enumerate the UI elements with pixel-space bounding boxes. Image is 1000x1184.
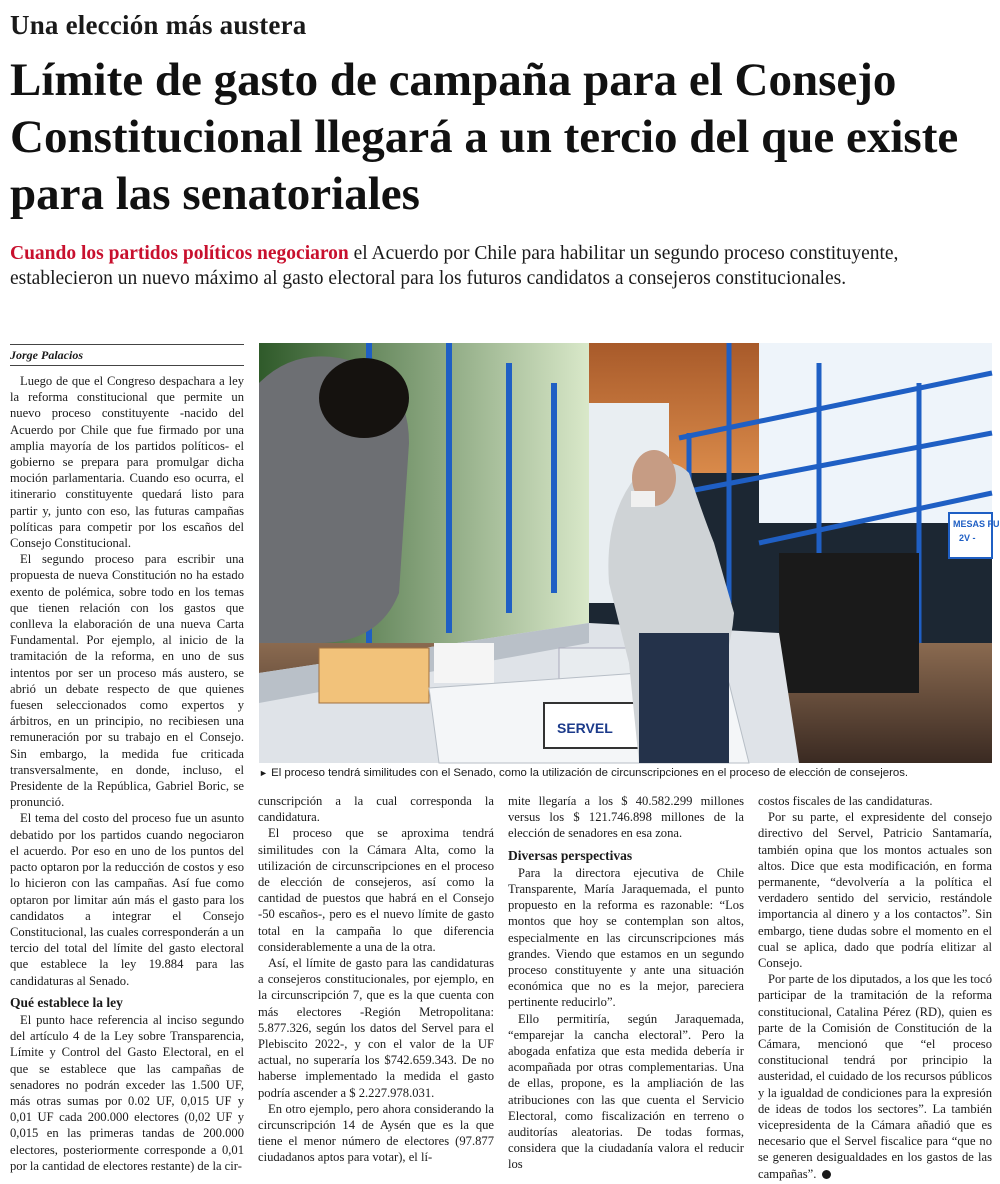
- subheading-diversas-perspectivas: Diversas perspectivas: [508, 847, 633, 863]
- paragraph: El proceso que se aproxima tendrá similitudes con la Cámara Alta, como la utilización de circunscripciones en el proceso de elección de consejeros, así como la cantidad de puestos que habrá en el Consejo -50 escaños-, pero es el nuevo límite de gasto total en la campaña lo que diferencia considerablemente a una de la otra.: [258, 826, 494, 954]
- paragraph: El punto hace referencia al inciso segundo del artículo 4 de la Ley sobre Transparencia, Límite y Control del Gasto Electoral, en el que se establece que las campañas de senadores no podrán exceder las 1.500 UF, más otras sumas por 0.02 UF, 0,015 UF y 0,01 UF cada 200.000 electores (0,02 UF y 0,015 en las primeras tandas de 200.000 electores, posteriormente corresponde a 0,01 por la cantidad de electores restante) de la cir-: [10, 1012, 244, 1173]
- byline-rule-top: [10, 344, 244, 345]
- paragraph: [758, 971, 992, 1182]
- paragraph: Para la directora ejecutiva de Chile Transparente, María Jaraquemada, el punto propuesto en la reforma es razonable: “Los montos que hoy se contemplan son altos, especialmente en las circunscripciones más grandes. Viendo que estamos en un segundo proceso constituyente y ante una situación económica que no es la mejor, pareciera pertinente reducirlo”.: [508, 865, 744, 1010]
- paragraph: El tema del costo del proceso fue un asunto debatido por los partidos cuando negociaron el acuerdo. Por eso en uno de los puntos del pacto optaron por la reducción de costos y eso lo hicieron con las campañas. Así fue como optaron por limitar aún más el gasto para los candidatos a integrar el Consejo Constitucional, las cuales corresponderán a un tercio del total del límite del gasto electoral que establece la ley 19.884 para las candidaturas al Senado.: [10, 811, 244, 988]
- lead-paragraph: [10, 241, 992, 291]
- lead-text: el Acuerdo por Chile para habilitar un segundo proceso constituyente, establecieron un nuevo máximo al gasto electoral para los futuros candidatos a consejeros constitucionales.: [10, 243, 899, 289]
- paragraph: En otro ejemplo, pero ahora considerando la circunscripción 14 de Aysén que es la que tiene el menor número de electores (97.877 ciudadanos aptos para votar), el lí-: [258, 1101, 494, 1165]
- paragraph: cunscripción a la cual corresponda la candidatura.: [258, 794, 494, 825]
- paragraph: costos fiscales de las candidaturas.: [758, 794, 933, 808]
- column-2: [258, 793, 494, 1166]
- paragraph: Así, el límite de gasto para las candidaturas a consejeros constitucionales, por ejemplo, en la circunscripción 7, que es la que cuenta con más electores -Región Metropolitana: 5.877.326, según los datos del Servel para el Plebiscito 2022-, y con el valor de la UF actual, no superaría los $742.659.343. De no haberse implementado la medida el gasto podría ascender a $ 2.227.978.031.: [258, 956, 494, 1100]
- kicker: Una elección más austera: [10, 10, 307, 40]
- paragraph: Ello permitiría, según Jaraquemada, “emparejar la cancha electoral”. Pero la abogada enfatiza que esta medida debería ir acompañada por otras complementarias. Una de ellas, propone, es la ampliación de las atribuciones con las que cuenta el Servicio Electoral, como fiscalización en terreno o auditorías aleatorias. De todas formas, considera que la ciudadanía valora el reducir los: [508, 1011, 744, 1172]
- column-1: [10, 373, 244, 1174]
- end-of-article-mark: [822, 1170, 831, 1179]
- caption-marker: ►: [259, 768, 268, 778]
- paragraph: Luego de que el Congreso despachara a ley la reforma constitucional que permite un nuevo proceso constituyente -nacido del Acuerdo por Chile que fue firmado por una amplia mayoría de los partidos políticos- el gobierno se prepara para promulgar dicha moción parlamentaria. Cuando eso ocurra, el itinerario constituyente quedará listo para partir y, junto con eso, las futuras campañas políticas para competir por los escaños del Consejo Constitucional.: [10, 374, 244, 551]
- sign-text: MESAS FU: [953, 519, 1000, 529]
- lead-highlight: Cuando los partidos políticos negociaron: [10, 243, 349, 264]
- byline: Jorge Palacios: [10, 348, 83, 362]
- polling-station-illustration: [259, 343, 1000, 763]
- paragraph: El segundo proceso para escribir una propuesta de nueva Constitución no ha estado exento de polémica, sobre todo en los temas que tienen relación con los gastos que conlleva la elaboración de una nueva Carta Fundamental. Por ejemplo, al inicio de la tramitación de la reforma, en uno de sus intentos por ser un proceso más austero, se abrió un debate respecto de que quienes fuesen seleccionados como expertos y árbitros, en un principio, no recibiesen una remuneración por su trabajo en el Consejo. Sin embargo, la medida fue criticada transversalmente, en donde, incluso, el Presidente de la República, Gabriel Boric, se pronunció.: [10, 552, 244, 810]
- sign-number: 2V -: [959, 533, 976, 543]
- paragraph-text: Por parte de los diputados, a los que les tocó participar de la tramitación de la reforma constitucional, Catalina Pérez (RD), quien es parte de la Comisión de Constitución de la Cámara, mencionó que “el proceso constitucional tendrá por principio la austeridad, el cuidado de los recursos públicos y la igualdad de condiciones para la expresión de ideas de todos los sectores”. La también vicepresidenta de la Cámara añadió que es necesario que el Servel fiscalice para “que no se generen desigualdades en los gastos de las campañas”.: [758, 972, 992, 1181]
- byline-rule-bottom: [10, 365, 244, 366]
- urn-label: SERVEL: [557, 720, 613, 736]
- headline: Límite de gasto de campaña para el Consejo Constitucional llegará a un tercio del que existe para las senatoriales: [10, 54, 959, 220]
- photo-caption: [259, 766, 992, 781]
- paragraph: Por su parte, el expresidente del consejo directivo del Servel, Patricio Santamaría, también opina que los montos actuales son altos. Dice que esta modificación, en forma permanente, “devolvería a la política el verdadero sentido del servicio, restándole importancia al dinero y a los contactos”. Sin embargo, tiene dudas sobre el momento en el cual se aplica, dado que podría elitizar al Consejo.: [758, 810, 992, 971]
- paragraph: mite llegaría a los $ 40.582.299 millones versus los $ 121.746.898 millones de la elección de senadores en esa zona.: [508, 794, 744, 841]
- subheading-que-establece: Qué establece la ley: [10, 994, 123, 1010]
- caption-text: El proceso tendrá similitudes con el Senado, como la utilización de circunscripciones en el proceso de elección de consejeros.: [271, 767, 909, 779]
- column-3: [508, 793, 744, 1173]
- news-photo: [259, 343, 1000, 763]
- column-4: [758, 793, 992, 1182]
